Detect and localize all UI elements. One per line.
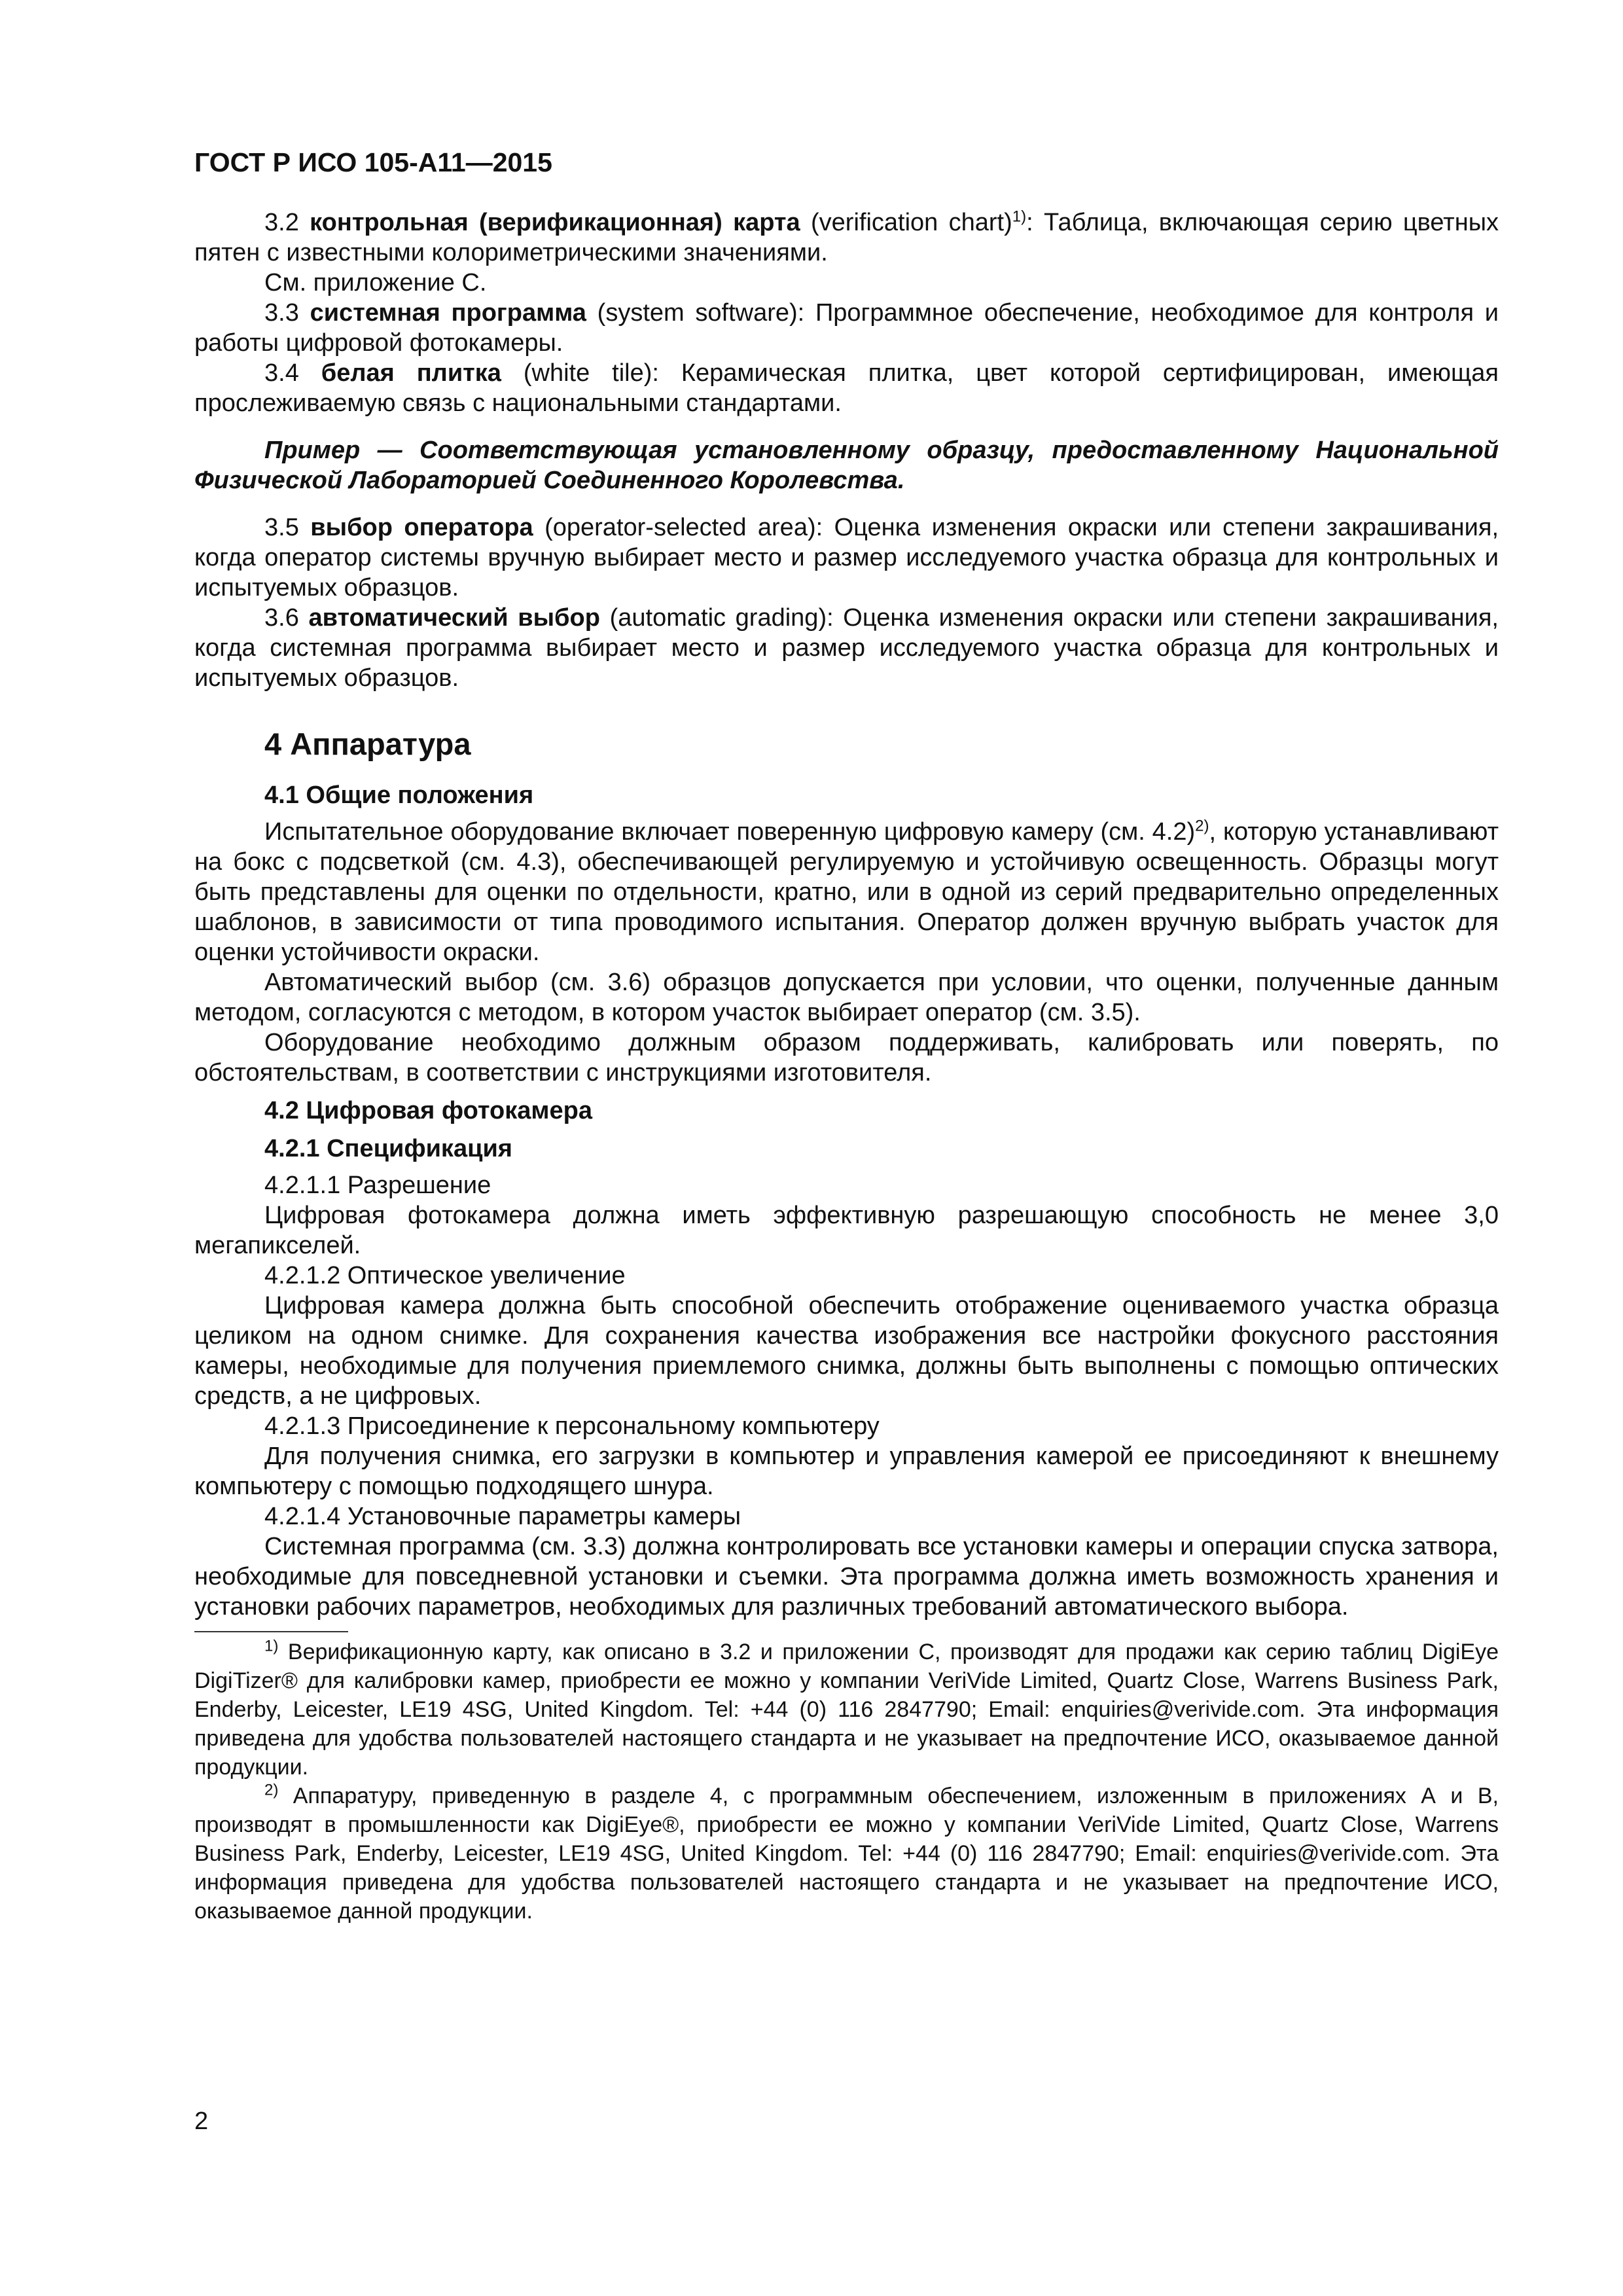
section-4-2-1-2-text: Цифровая камера должна быть способной обеспечить отображение оцениваемого участка образца целиком на одном снимке. Для сохранения качества изображения все настройки фокусного расстояния камеры, необходимые для получения приемлемого снимка, должны быть выполнены с помощью оптических средств, а не цифровых. [194,1292,1499,1410]
section-4-2-1-1-title: 4.2.1.1 Разрешение [264,1172,491,1199]
footnote-ref[interactable]: 1) [1012,207,1027,226]
term-number: 3.2 [264,209,310,236]
footnote-mark: 2) [264,1781,279,1799]
term-title: контрольная (верификационная) карта [310,209,800,236]
section-4-2-1-2-title: 4.2.1.2 Оптическое увеличение [264,1262,626,1289]
footnote-text: Аппаратуру, приведенную в разделе 4, с программным обеспечением, изложенным в приложениях А и В, производят в промышленности как DigiEye®, приобрести ее можно у компании VeriVide Limited, Quartz Close, Warrens Business Park, Enderby, Leicester, LE19 4SG, United Kingdom. Tel: +44 (0) 116 2847790; Email: enquiries@verivide.com. Эта информация приведена для удобства пользователей настоящего стандарта и не указывает на предпочтение ИСО, оказываемое данной продукции. [194,1784,1499,1924]
footnote-text: Верификационную карту, как описано в 3.2 и приложении С, производят для продажи как серию таблиц DigiEye DigiTizer® для калибровки камер, приобрести ее можно у компании VeriVide Limited, Quartz Close, Warrens Business Park, Enderby, Leicester, LE19 4SG, United Kingdom. Tel: +44 (0) 116 2847790; Email: enquiries@verivide.com. Эта информация приведена для удобства пользователей настоящего стандарта и не указывает на предпочтение ИСО, оказываемое данной продукции. [194,1640,1499,1780]
term-definition: (white tile): Керамическая плитка, цвет которой сертифицирован, имеющая прослеживаемую связь с национальными стандартами. [194,359,1499,417]
section-4-2-1-3-title: 4.2.1.3 Присоединение к персональному компьютеру [264,1412,880,1440]
term-number: 3.5 [264,514,311,541]
term-3-2 [194,207,1499,268]
section-4-2-title: 4.2 Цифровая фотокамера [264,1097,592,1124]
term-title: выбор оператора [310,514,533,541]
footnotes [194,1631,1499,1926]
section-4-1-paragraph-1 [194,817,1499,967]
example-note: Пример — Соответствующая установленному образцу, предоставленному Национальной Физической Лабораторией Соединенного Королевства. [194,437,1499,494]
term-title: системная программа [310,299,586,327]
term-definition: (system software): Программное обеспечение, необходимое для контроля и работы цифровой фотокамеры. [194,299,1499,357]
term-definition: (operator-selected area): Оценка изменения окраски или степени закрашивания, когда оператор системы вручную выбирает место и размер исследуемого участка образца для контрольных и испытуемых образцов. [194,514,1499,601]
section-4-1-title: 4.1 Общие положения [264,781,534,809]
paragraph-text: , которую устанавливают на бокс с подсветкой (см. 4.3), обеспечивающей регулируемую и устойчивую освещенность. Образцы могут быть представлены для оценки по отдельности, кратно, или в одной из серий предварительно определенных шаблонов, в зависимости от типа проводимого испытания. Оператор должен вручную выбрать участок для оценки устойчивости окраски. [194,818,1499,966]
footnote-divider [194,1631,348,1632]
term-title: белая плитка [321,359,501,387]
section-4-1-paragraph-3: Оборудование необходимо должным образом поддерживать, калибровать или поверять, по обстоятельствам, в соответствии с инструкциями изготовителя. [194,1029,1499,1086]
see-annex: См. приложение С. [264,269,487,296]
footnote-1 [194,1638,1499,1782]
page-number: 2 [194,2108,209,2135]
term-number: 3.4 [264,359,321,387]
paragraph-text: Испытательное оборудование включает поверенную цифровую камеру (см. 4.2) [264,818,1196,846]
term-3-5 [194,512,1499,603]
term-definition: : Таблица, включающая серию цветных пятен с известными колориметрическими значениями. [194,209,1499,266]
section-4-2-1-title: 4.2.1 Спецификация [264,1135,512,1162]
term-3-6 [194,603,1499,693]
section-4-2-1-4-title: 4.2.1.4 Установочные параметры камеры [264,1503,741,1530]
section-4-title: 4 Аппаратура [264,726,471,761]
footnote-2 [194,1782,1499,1926]
section-4-2-1-4-text: Системная программа (см. 3.3) должна контролировать все установки камеры и операции спуска затвора, необходимые для повседневной установки и съемки. Эта программа должна иметь возможность хранения и установки рабочих параметров, необходимых для различных требований автоматического выбора. [194,1533,1499,1621]
footnote-mark: 1) [264,1637,279,1655]
footnote-ref[interactable]: 2) [1195,817,1209,835]
term-title: автоматический выбор [308,604,600,632]
document-page [194,147,1499,1926]
term-number: 3.6 [264,604,309,632]
section-4-1-paragraph-2: Автоматический выбор (см. 3.6) образцов допускается при условии, что оценки, полученные данным методом, согласуются с методом, в котором участок выбирает оператор (см. 3.5). [194,969,1499,1026]
section-4-2-1-3-text: Для получения снимка, его загрузки в компьютер и управления камерой ее присоединяют к внешнему компьютеру с помощью подходящего шнура. [194,1443,1499,1500]
term-3-4 [194,358,1499,418]
term-english: (verification chart) [800,209,1012,236]
term-3-3 [194,298,1499,358]
document-header: ГОСТ Р ИСО 105-А11—2015 [194,147,552,177]
term-definition: (automatic grading): Оценка изменения окраски или степени закрашивания, когда системная программа выбирает место и размер исследуемого участка образца для контрольных и испытуемых образцов. [194,604,1499,692]
term-number: 3.3 [264,299,310,327]
section-4-2-1-1-text: Цифровая фотокамера должна иметь эффективную разрешающую способность не менее 3,0 мегапикселей. [194,1202,1499,1259]
